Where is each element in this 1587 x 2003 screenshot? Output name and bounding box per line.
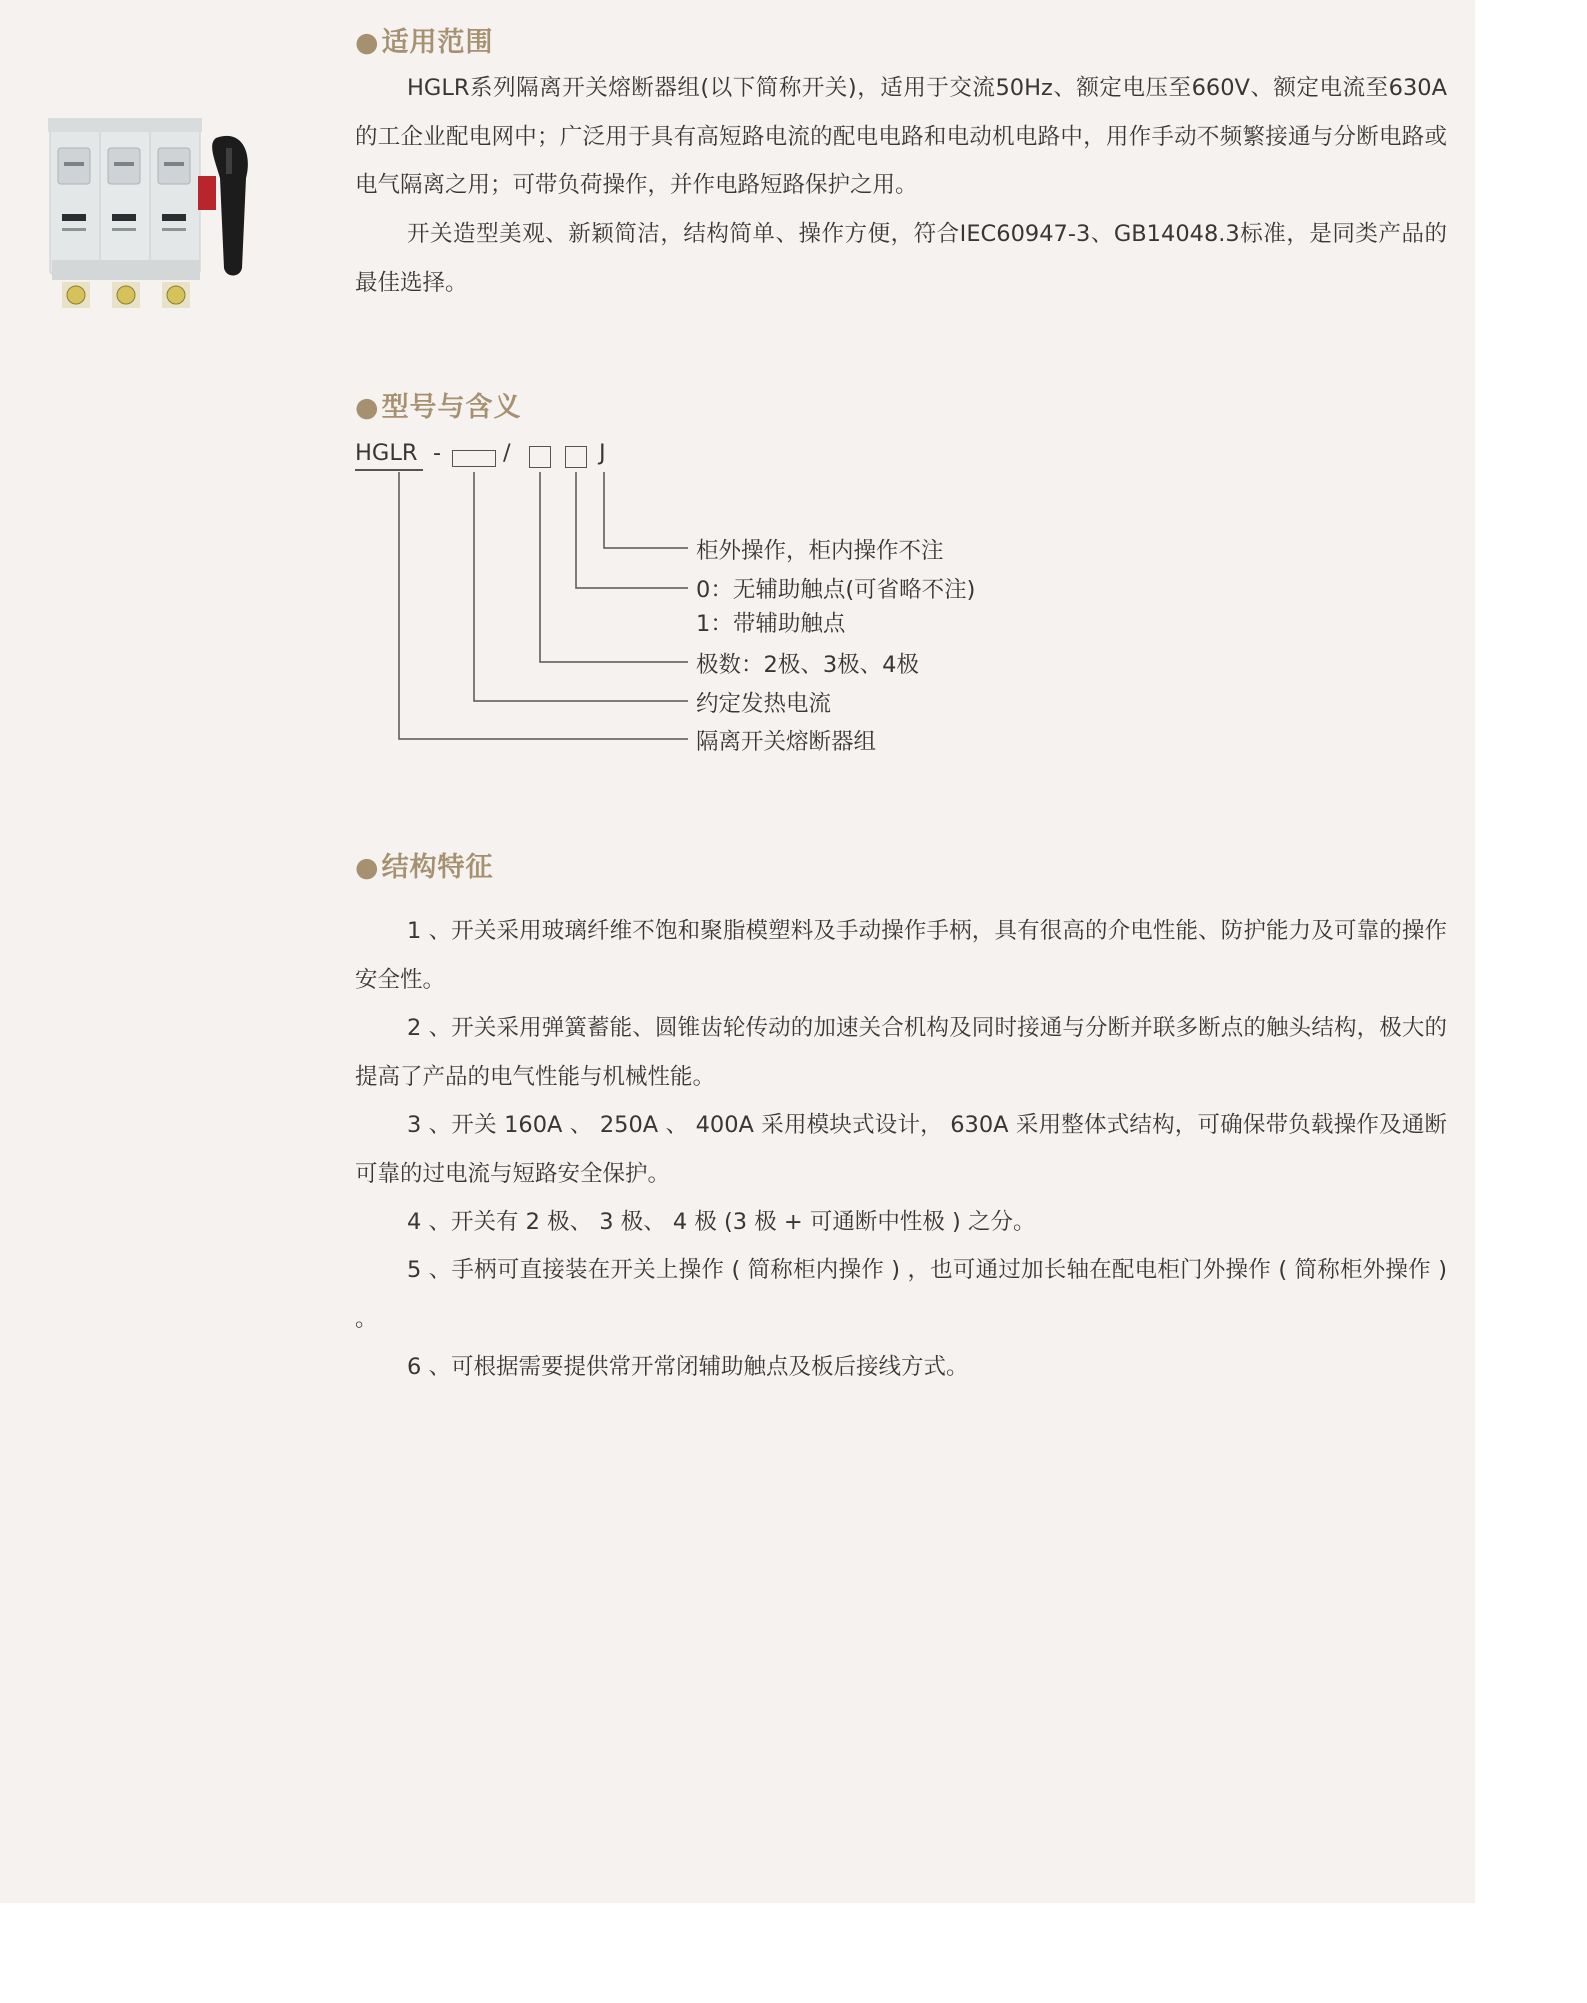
leader-line-prefix: [399, 472, 688, 739]
leader-line-aux: [576, 472, 688, 588]
section-heading-text: 结构特征: [381, 852, 494, 883]
bullet-dot-icon: ●: [355, 392, 380, 423]
section-heading-text: 适用范围: [381, 27, 494, 58]
section-heading-text: 型号与含义: [381, 392, 522, 423]
structure-item-3: 3 、开关 160A 、 250A 、 400A 采用模块式设计， 630A 采用整体式结构，可确保带负载操作及通断可靠的过电流与短路安全保护。: [355, 1112, 1447, 1187]
model-label-no-aux: 0：无辅助触点(可省略不注): [696, 577, 976, 603]
scope-paragraph-2: 开关造型美观、新颖简洁，结构简单、操作方便，符合IEC60947-3、GB14048.3标准，是同类产品的最佳选择。: [355, 221, 1447, 296]
structure-item-1: 1 、开关采用玻璃纤维不饱和聚脂模塑料及手动操作手柄，具有很高的介电性能、防护能力及可靠的操作安全性。: [355, 918, 1447, 993]
model-slash: /: [503, 440, 511, 466]
bullet-dot-icon: ●: [355, 852, 380, 883]
model-label-current: 约定发热电流: [696, 691, 832, 717]
model-label-with-aux: 1：带辅助触点: [696, 611, 846, 637]
structure-item-4: 4 、开关有 2 极、 3 极、 4 极 (3 极 + 可通断中性极 ) 之分。: [407, 1209, 1036, 1235]
structure-item-6: 6 、可根据需要提供常开常闭辅助触点及板后接线方式。: [407, 1354, 969, 1380]
model-suffix: J: [599, 440, 606, 466]
model-label-product: 隔离开关熔断器组: [696, 729, 877, 755]
model-leader-lines: [0, 0, 1475, 800]
bullet-dot-icon: ●: [355, 27, 380, 58]
model-label-operation: 柜外操作，柜内操作不注: [696, 538, 944, 564]
model-dash: -: [433, 440, 442, 466]
model-label-poles: 极数：2极、3极、4极: [696, 652, 919, 678]
structure-item-2: 2 、开关采用弹簧蓄能、圆锥齿轮传动的加速关合机构及同时接通与分断并联多断点的触头结构，极大的提高了产品的电气性能与机械性能。: [355, 1015, 1447, 1090]
leader-line-suffix: [604, 472, 688, 548]
leader-line-current: [474, 472, 688, 701]
model-prefix: HGLR: [355, 440, 418, 466]
scope-paragraph-1: HGLR系列隔离开关熔断器组(以下简称开关)，适用于交流50Hz、额定电压至660V、额定电流至630A的工企业配电网中；广泛用于具有高短路电流的配电电路和电动机电路中，用作手动不频繁接通与分断电路或电气隔离之用；可带负荷操作，并作电路短路保护之用。: [355, 75, 1447, 198]
structure-item-5: 5 、手柄可直接装在开关上操作 ( 简称柜内操作 ) ，也可通过加长轴在配电柜门外操作 ( 简称柜外操作 ) 。: [355, 1257, 1447, 1332]
section-heading-structure: [355, 845, 494, 884]
leader-line-poles: [540, 472, 688, 662]
